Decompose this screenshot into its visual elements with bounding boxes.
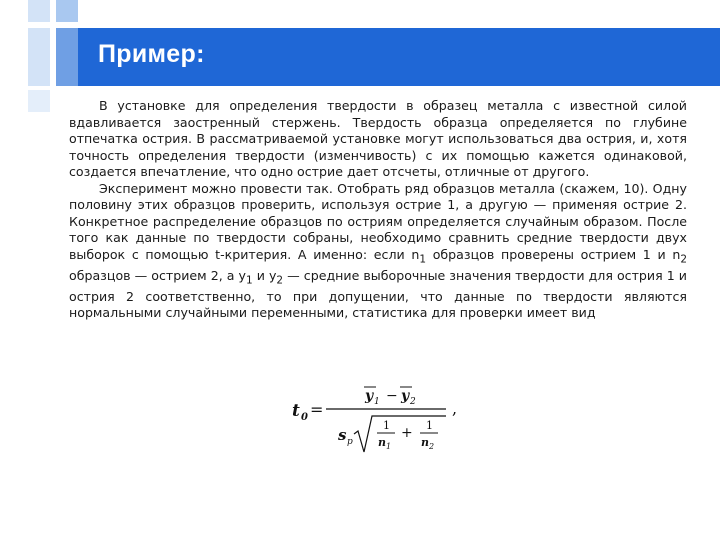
paragraph-1: В установке для определения твердости в образец металла с известной силой вдавливается заостренный стержень. Твердость образца определяется по глубине отпечатка острия. В рассматриваемой установке могут использоваться два острия, и, хотя точность определения твердости (изменчивость) с их помощью кажется одинаковой, создается впечатление, что одно острие дает отсчеты, отличные от другого. (69, 98, 687, 179)
formula-sp: s (338, 426, 347, 444)
formula-t-sub: 0 (301, 412, 308, 423)
formula-t: t (292, 401, 300, 421)
formula-svg (288, 380, 478, 460)
formula-n2: n (421, 436, 429, 449)
decor-square (56, 0, 78, 22)
subscript: 2 (680, 253, 687, 266)
subscript: 1 (419, 253, 427, 266)
formula-y1-sub: 1 (374, 397, 380, 407)
formula-n2-sub: 2 (429, 442, 435, 451)
formula-plus: + (401, 425, 413, 441)
subscript: 2 (276, 274, 284, 287)
formula-one-b: 1 (426, 419, 433, 432)
formula-equals: = (310, 400, 324, 419)
formula-y2-sub: 2 (410, 397, 416, 407)
decor-square (28, 28, 50, 86)
formula-n1: n (378, 436, 386, 449)
formula-comma: , (452, 399, 458, 418)
slide-title: Пример: (98, 40, 205, 68)
paragraph-2: Эксперимент можно провести так. Отобрать ряд образцов металла (скажем, 10). Одну половину этих образцов проверить, используя острие 1, а другую — применяя острие 2. Конкретное распределение образцов по остриям определяется случайным образом. После того как данные по твердости собраны, необходимо сравнить средние твердости двух выборок с помощью t-критерия. А именно: если $n_1$ образцов проверены острием 1 и $n_2$ образцов — острием 2, а $y_1$ и $y_2$ — средние выборочные значения твердости для острия 1 и острия 2 соответственно, то при допущении, что данные по твердости являются нормальными случайными переменными, статистика для проверки имеет вид (69, 180, 687, 321)
formula-n1-sub: 1 (386, 442, 392, 451)
t-statistic-formula (288, 380, 478, 460)
decor-square (28, 90, 50, 112)
formula-one-a: 1 (383, 419, 390, 432)
decor-square (28, 0, 50, 22)
decor-square (56, 28, 78, 86)
slide-body (69, 98, 687, 322)
formula-y2: y (401, 388, 410, 404)
subscript: 1 (245, 274, 253, 287)
formula-sp-sub: p (347, 437, 353, 447)
formula-minus: − (386, 388, 398, 404)
formula-y1: y (365, 388, 374, 404)
